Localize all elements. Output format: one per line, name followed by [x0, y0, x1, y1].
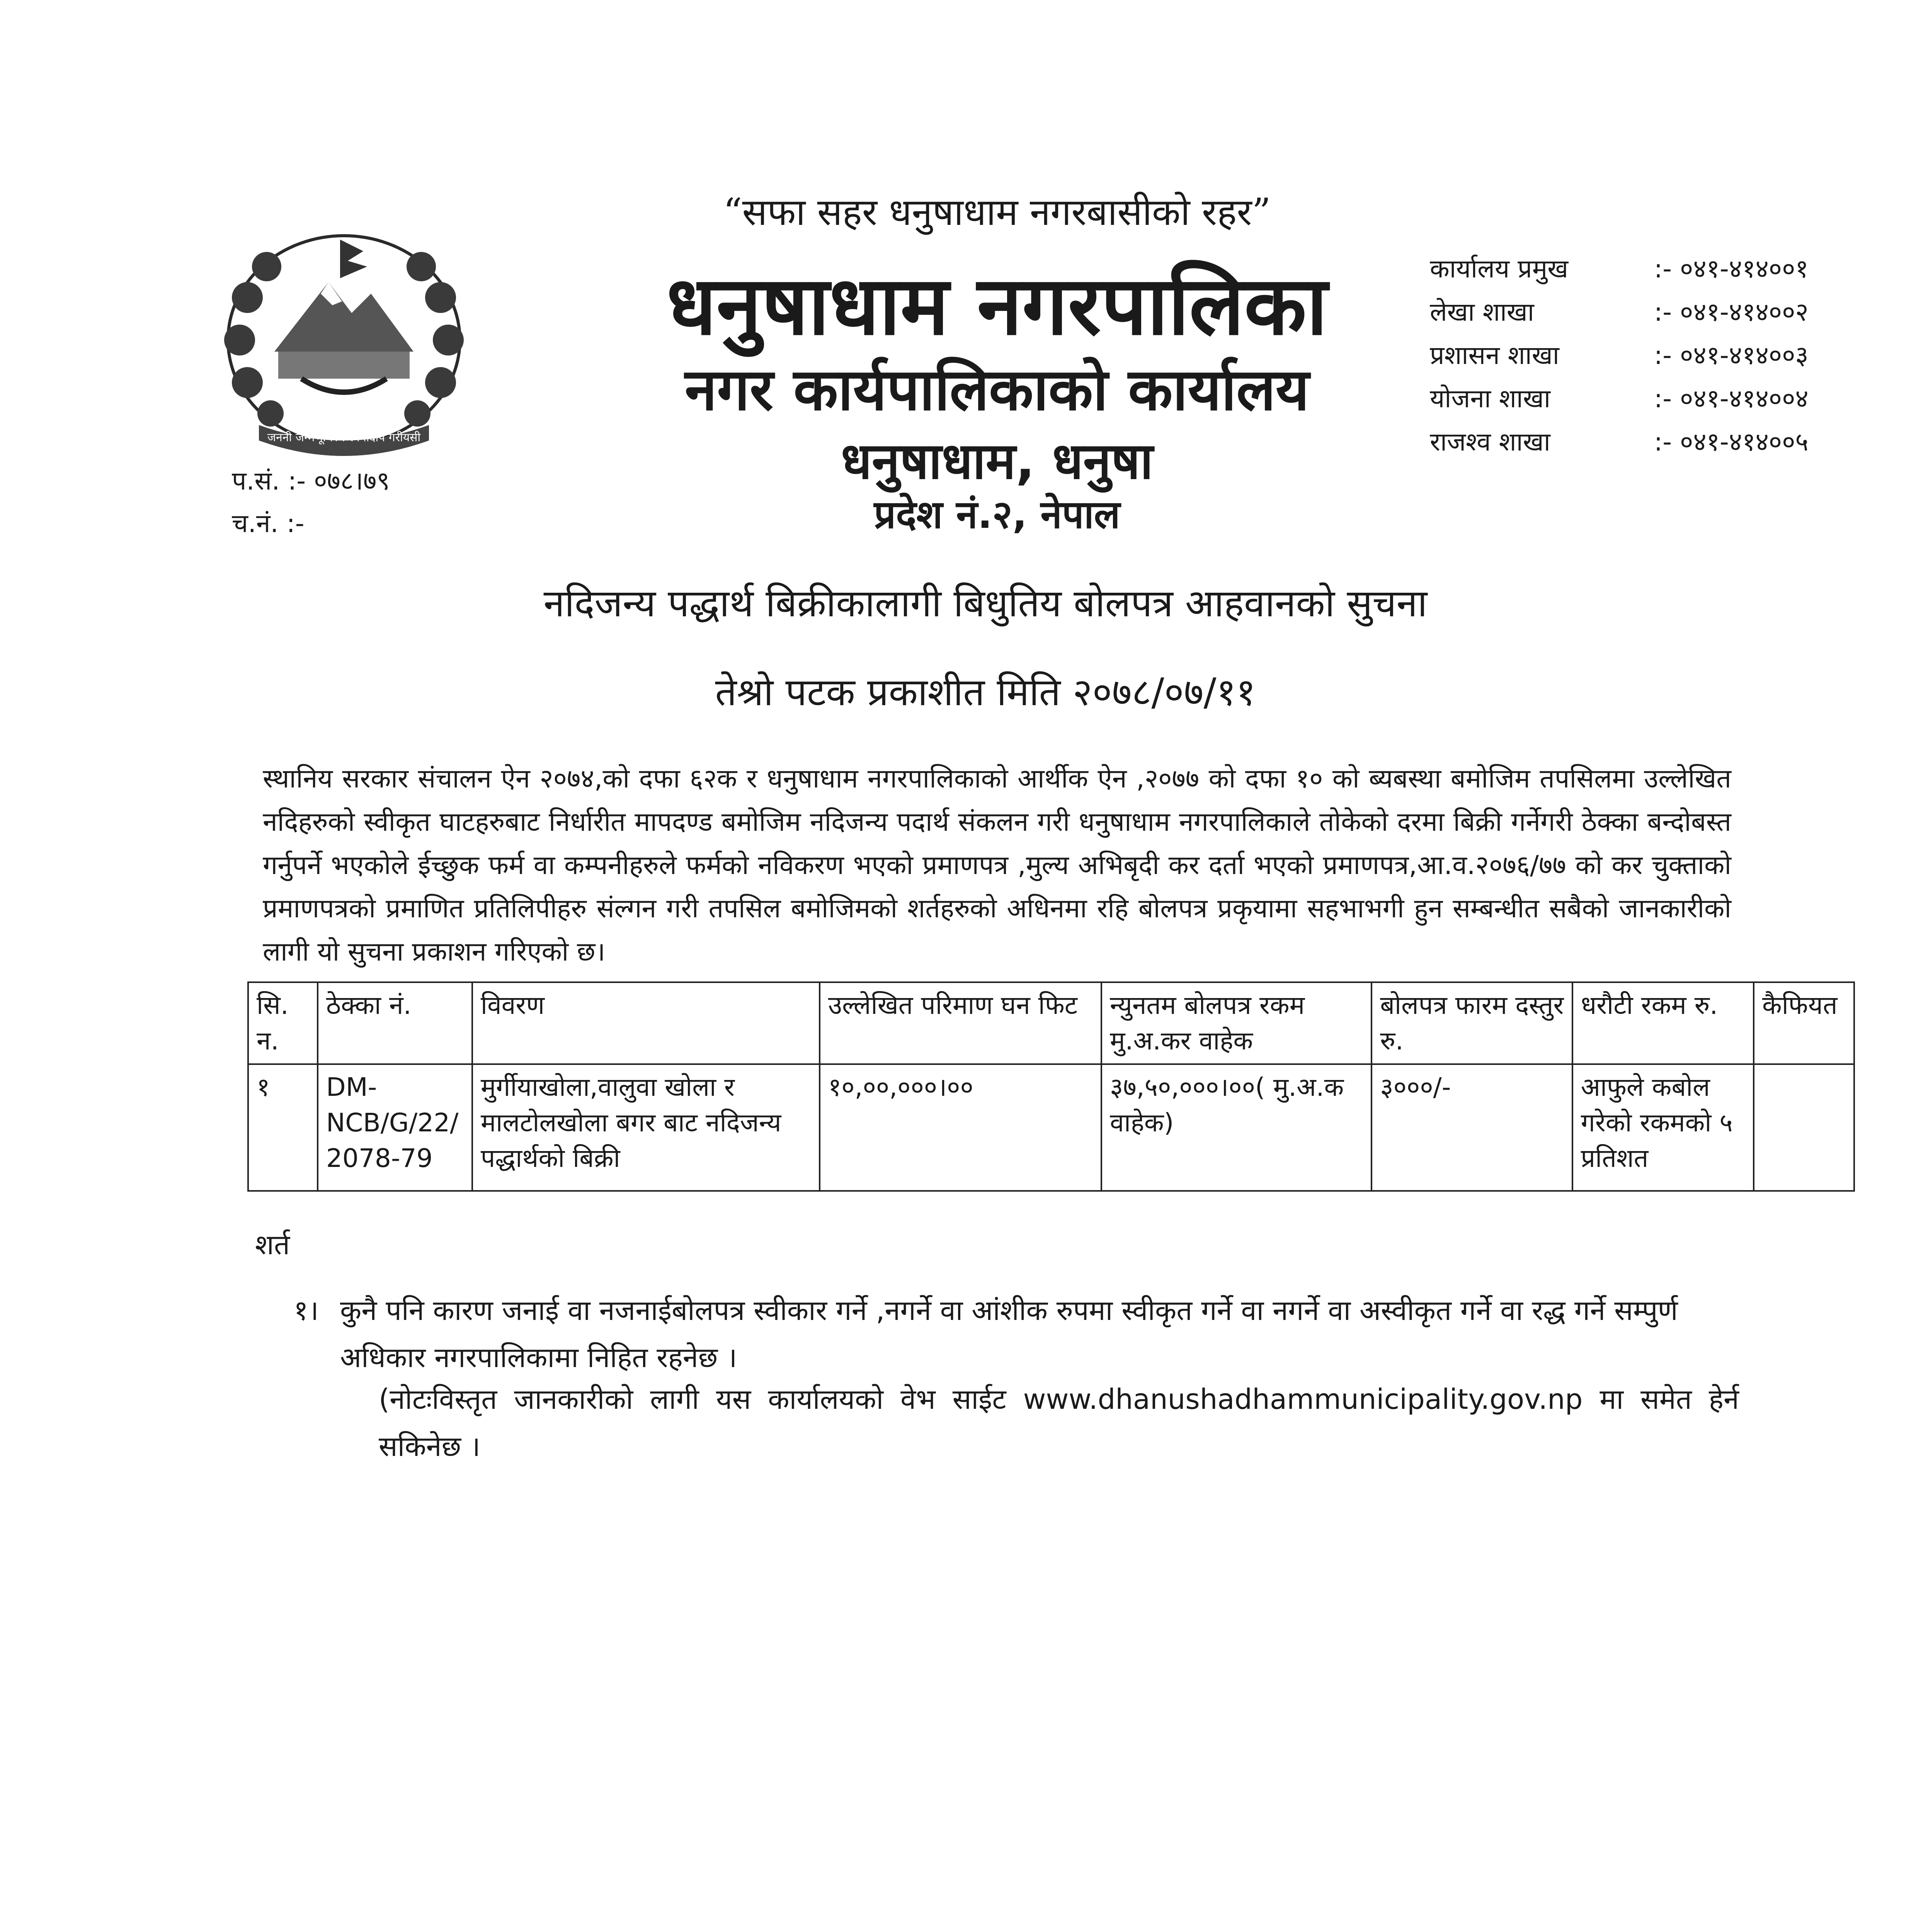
notice-subject: नदिजन्य पद्धार्थ बिक्रीकालागी बिधुतिय बोलपत्र आहवानको सुचना — [543, 582, 1428, 626]
municipality-title: धनुषाधाम नगरपालिका — [666, 259, 1328, 353]
reference-numbers — [232, 460, 390, 545]
column-header: न्युनतम बोलपत्र रकम मु.अ.कर वाहेक — [1101, 982, 1371, 1064]
nepal-emblem-logo — [213, 224, 475, 464]
contact-label: कार्यालय प्रमुख — [1430, 254, 1569, 284]
slogan: “सफा सहर धनुषाधाम नगरबासीको रहर” — [723, 190, 1271, 234]
cell-description: मुर्गीयाखोला,वालुवा खोला र मालटोलखोला बगर बाट नदिजन्य पद्धार्थको बिक्री — [472, 1064, 820, 1191]
conditions-heading: शर्त — [255, 1228, 290, 1261]
publication-date: तेश्रो पटक प्रकाशीत मिति २०७८/०७/११ — [715, 670, 1256, 714]
contact-label: राजश्व शाखा — [1430, 427, 1550, 457]
contact-phone: :- ०४१-४१४००२ — [1654, 297, 1809, 327]
cell-deposit: आफुले कबोल गरेको रकमको ५ प्रतिशत — [1572, 1064, 1754, 1191]
cell-minimum-bid: ३७,५०,०००।००( मु.अ.क वाहेक) — [1101, 1064, 1371, 1191]
website-note: (नोटःविस्तृत जानकारीको लागी यस कार्यालयको वेभ साईट www.dhanushadhammunicipality.gov.np मा समेत हेर्न सकिनेछ । — [379, 1383, 1739, 1463]
condition-item — [294, 1287, 1739, 1381]
letter-number: प.सं. :- ०७८।७९ — [232, 466, 390, 496]
contact-phone: :- ०४१-४१४००५ — [1654, 427, 1809, 457]
contact-list — [1430, 247, 1809, 464]
column-header: कैफियत — [1754, 982, 1854, 1064]
location-title: धनुषाधाम, धनुषा — [841, 432, 1153, 490]
column-header: धरौटी रकम रु. — [1572, 982, 1754, 1064]
table-header-row — [248, 982, 1854, 1064]
cell-quantity: १०,००,०००।०० — [820, 1064, 1101, 1191]
contact-row — [1430, 334, 1809, 377]
cell-contract-number: DM-NCB/G/22/ 2078-79 — [318, 1064, 472, 1191]
cell-remarks — [1754, 1064, 1854, 1191]
province-title: प्रदेश नं.२, नेपाल — [874, 492, 1120, 537]
contact-phone: :- ०४१-४१४००४ — [1654, 384, 1809, 413]
contact-row — [1430, 247, 1809, 291]
column-header: सि. न. — [248, 982, 318, 1064]
contact-label: योजना शाखा — [1430, 384, 1551, 413]
contact-phone: :- ०४१-४१४००३ — [1654, 340, 1809, 370]
column-header: ठेक्का नं. — [318, 982, 472, 1064]
condition-text: कुनै पनि कारण जनाई वा नजनाईबोलपत्र स्वीकार गर्ने ,नगर्ने वा आंशीक रुपमा स्वीकृत गर्ने वा नगर्ने वा अस्वीकृत गर्ने वा रद्ध गर्ने सम्पुर्ण अधिकार नगरपालिकामा निहित रहनेछ । — [340, 1294, 1678, 1374]
column-header: बोलपत्र फारम दस्तुर रु. — [1371, 982, 1572, 1064]
column-header: विवरण — [472, 982, 820, 1064]
office-title: नगर कार्यपालिकाको कार्यालय — [685, 356, 1309, 423]
contact-row — [1430, 420, 1809, 464]
cell-serial: १ — [248, 1064, 318, 1191]
contact-row — [1430, 291, 1809, 334]
notice-body: स्थानिय सरकार संचालन ऐन २०७४,को दफा ६२क र धनुषाधाम नगरपालिकाको आर्थीक ऐन ,२०७७ को दफा १० को ब्यबस्था बमोजिम तपसिलमा उल्लेखित नदिहरुको स्वीकृत घाटहरुबाट निर्धारीत मापदण्ड बमोजिम नदिजन्य पदार्थ संकलन गरी धनुषाधाम नगरपालिकाले तोकेको दरमा बिक्री गर्नेगरी ठेक्का बन्दोबस्त गर्नुपर्ने भएकोले ईच्छुक फर्म वा कम्पनीहरुले फर्मको नविकरण भएको प्रमाणपत्र ,मुल्य अभिबृदी कर दर्ता भएको प्रमाणपत्र,आ.व.२०७६/७७ को कर चुक्ताको प्रमाणपत्रको प्रमाणित प्रतिलिपीहरु संल्गन गरी तपसिल बमोजिमको शर्तहरुको अधिनमा रहि बोलपत्र प्रकृयामा सहभाभगी हुन सम्बन्धीत सबैको जानकारीको लागी यो सुचना प्रकाशन गरिएको छ। — [263, 764, 1731, 967]
svg-text:जननी जन्मभूमिश्च स्वर्गादपि गर: जननी जन्मभूमिश्च स्वर्गादपि गरीयसी — [267, 431, 421, 444]
tender-table — [247, 981, 1855, 1192]
contact-phone: :- ०४१-४१४००१ — [1654, 254, 1809, 284]
cell-form-fee: ३०००/- — [1371, 1064, 1572, 1191]
column-header: उल्लेखित परिमाण घन फिट — [820, 982, 1101, 1064]
contact-label: लेखा शाखा — [1430, 297, 1534, 327]
contact-label: प्रशासन शाखा — [1430, 340, 1559, 370]
condition-number: १। — [294, 1294, 319, 1327]
contact-row — [1430, 377, 1809, 420]
table-row — [248, 1064, 1854, 1191]
dispatch-number: च.नं. :- — [232, 509, 305, 538]
